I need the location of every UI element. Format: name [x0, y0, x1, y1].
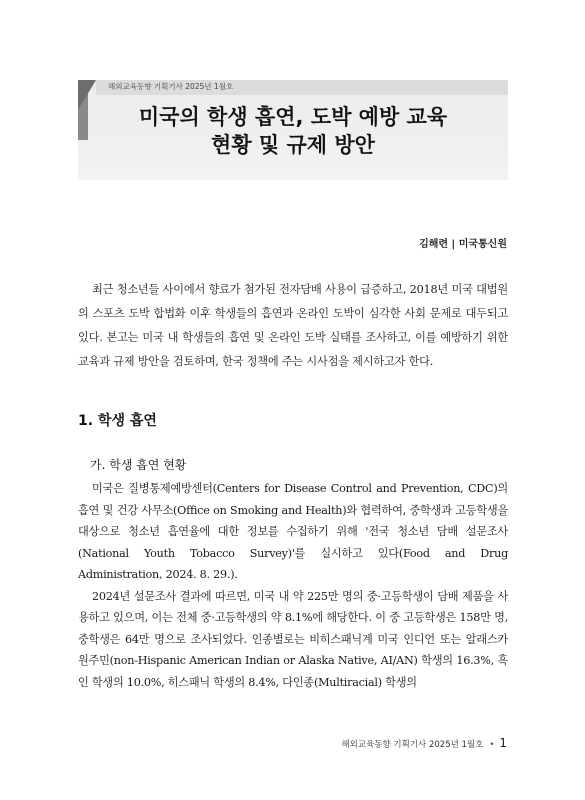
article-title-line-1: 미국의 학생 흡연, 도박 예방 교육 — [138, 105, 448, 129]
sub-heading: 가. 학생 흡연 현황 — [90, 458, 187, 472]
article-title-line-2: 현황 및 규제 방안 — [211, 133, 375, 157]
abstract-paragraph: 최근 청소년들 사이에서 향료가 첨가된 전자담배 사용이 급증하고, 2018년 미국 대법원의 스포츠 도박 합법화 이후 학생들의 흡연과 온라인 도박이 심각한 사회 문제로 대두되고 있다. 본고는 미국 내 학생들의 흡연 및 온라인 도박 실태를 조사하고, 이를 예방하기 위한 교육과 규제 방안을 검토하며, 한국 정책에 주는 시사점을 제시하고자 한다. — [78, 283, 508, 368]
section-heading: 1. 학생 흡연 — [78, 413, 157, 429]
author-byline: 김해련 | 미국통신원 — [419, 239, 507, 250]
body-paragraph-1: 미국은 질병통제예방센터(Centers for Disease Control and Prevention, CDC)의 흡연 및 건강 사무소(Office on Smoking and Health)와 협력하여, 중학생과 고등학생을 대상으로 청소년 흡연율에 대한 정보를 수집하기 위해 '전국 청소년 담배 설문조사(National Youth Tobacco Survey)'를 실시하고 있다(Food and Drug Administration, 2024. 8. 29.). — [78, 482, 508, 581]
body-text — [78, 478, 508, 693]
page-footer — [341, 736, 507, 750]
page-number: 1 — [499, 736, 507, 750]
body-paragraph-2: 2024년 설문조사 결과에 따르면, 미국 내 약 225만 명의 중·고등학생이 담배 제품을 사용하고 있으며, 이는 전체 중·고등학생의 약 8.1%에 해당한다. 이 중 고등학생은 158만 명, 중학생은 64만 명으로 조사되었다. 인종별로는 비히스패닉계 미국 인디언 또는 알래스카 원주민(non-Hispanic American Indian or Alaska Native, AI/AN) 학생의 16.3%, 흑인 학생의 10.0%, 히스패닉 학생의 8.4%, 다인종(Multiracial) 학생의 — [78, 589, 508, 689]
footer-text: 해외교육동향 기획기사 2025년 1월호 — [341, 740, 484, 750]
footer-separator: • — [489, 740, 495, 750]
running-header: 해외교육동향 기획기사 2025년 1월호 — [108, 82, 234, 91]
article-title — [78, 103, 508, 159]
